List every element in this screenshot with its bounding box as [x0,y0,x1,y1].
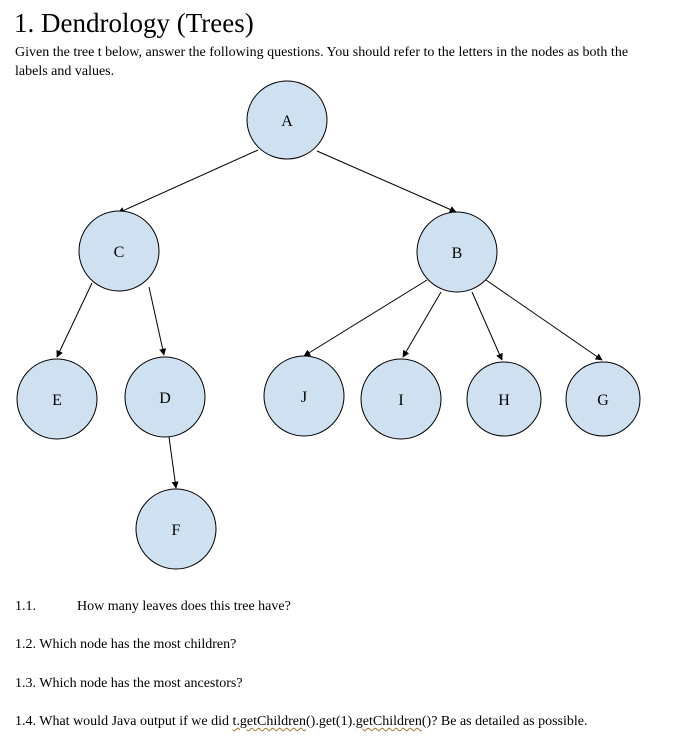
instructions-paragraph: Given the tree t below, answer the following questions. You should refer to the letters in the nodes as both the labels and values. [15,45,629,79]
code-get-children-2: getChildren [355,714,422,729]
node-j [264,356,344,436]
edge-a-b [317,151,456,212]
node-label: A [281,113,293,130]
question-suffix: ()? Be as detailed as possible. [421,714,588,729]
edge-c-d [149,287,164,355]
question-prefix: 1.4. What would Java output if we did [15,714,233,729]
code-middle: ().get(1). [306,714,356,729]
code-get-children: t.getChildren [232,714,306,729]
node-label: C [113,244,125,261]
edge-b-g [486,280,602,360]
page-heading: 1. Dendrology (Trees) [14,8,254,38]
question-number: 1.1. [15,599,36,614]
node-c [79,211,159,291]
node-i [361,359,441,439]
edge-d-f [169,437,176,488]
tree-nodes [17,81,640,569]
node-label: J [300,389,308,406]
tree-edges [57,150,602,488]
question-1-2: 1.2. Which node has the most children? [15,637,237,652]
edge-c-e [57,283,92,357]
node-label: I [398,392,404,409]
node-label: H [498,392,510,409]
node-a [247,81,327,159]
edge-b-i [403,292,441,357]
edge-b-h [472,292,502,360]
node-e [17,359,97,439]
node-d [125,357,205,437]
edge-b-j [304,280,427,356]
edge-a-c [118,150,258,213]
node-b [417,212,497,292]
node-f [136,489,216,569]
node-g [566,362,640,436]
question-text: How many leaves does this tree have? [77,599,291,614]
node-label: D [159,390,171,407]
node-label: F [171,522,181,539]
node-label: G [597,392,609,409]
node-label: E [52,392,62,409]
question-1-1 [15,598,291,616]
node-h [467,362,541,436]
node-label: B [451,245,463,262]
question-1-3: 1.3. Which node has the most ancestors? [15,676,243,691]
question-1-4 [15,713,588,731]
